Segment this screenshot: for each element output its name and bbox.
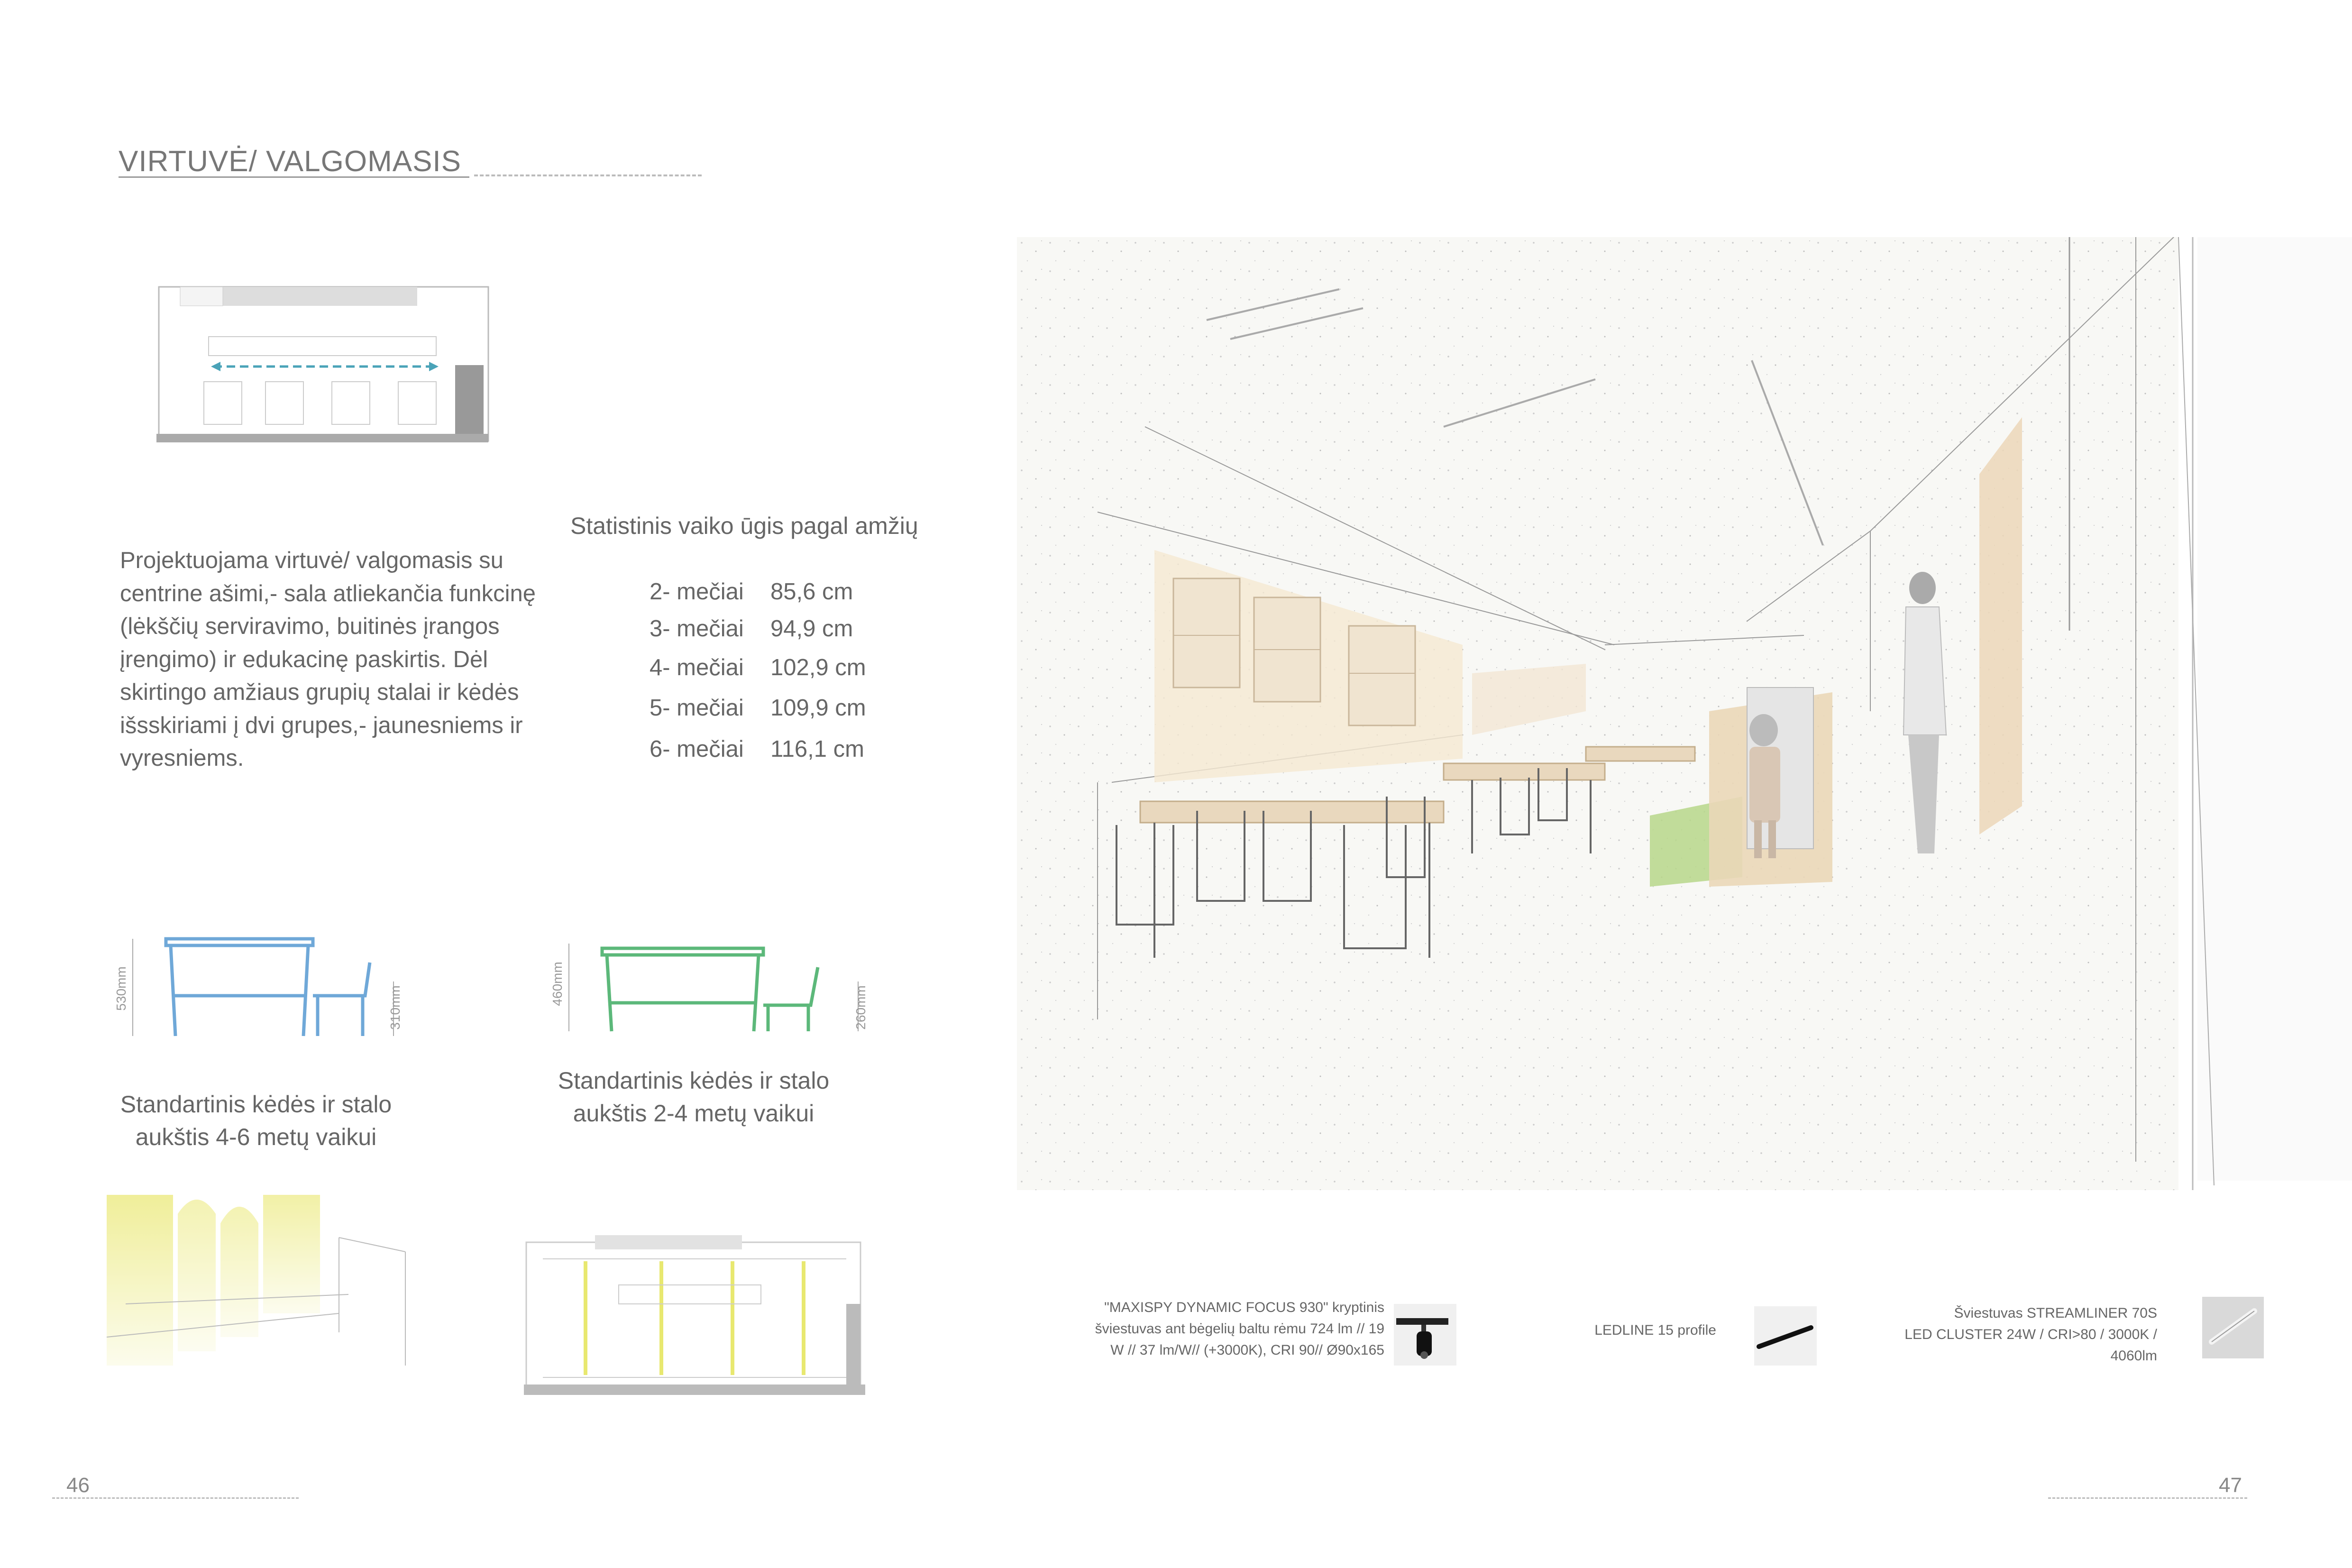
- page-number-right: 47: [2219, 1474, 2242, 1497]
- floor-plan-top: [156, 282, 503, 448]
- page-dash-right: [2048, 1497, 2247, 1499]
- perspective-render: [1017, 237, 2352, 1190]
- lighting-section-sketch: [102, 1195, 410, 1375]
- furniture-drawing-younger: [545, 929, 887, 1043]
- lamp-desc-streamliner: Šviestuvas STREAMLINER 70S LED CLUSTER 24W / CRI>80 / 3000K / 4060lm: [1904, 1305, 2157, 1364]
- spotlight-icon: [1394, 1304, 1456, 1366]
- page-dash-left: [52, 1497, 299, 1499]
- lamp-image-streamliner: [2202, 1297, 2264, 1358]
- caption-older: Standartinis kėdės ir stalo aukštis 4-6 metų vaikui: [120, 1091, 392, 1150]
- linear-lamp-icon: [2202, 1297, 2264, 1358]
- title-dash-line: [474, 174, 702, 176]
- younger-table-height: 460mm: [550, 962, 565, 1006]
- older-table-height: 530mm: [114, 966, 128, 1011]
- section-title: VIRTUVĖ/ VALGOMASIS: [119, 145, 462, 178]
- description-text: Projektuojama virtuvė/ valgomasis su centrine ašimi,- sala atliekančia funkcinę (lėkščių serviravimo, buitinės įrangos įrengimo) ir edukacinę paskirtis. Dėl skirtingo amžiaus grupių stalai ir kėdės išsskiriami į dvi grupes,- jaunesniems ir vyresniems.: [120, 548, 536, 771]
- older-chair-height: 310mm: [388, 985, 403, 1030]
- title-underline: [119, 176, 469, 178]
- furniture-drawing-older: [114, 929, 427, 1043]
- lamp-desc-maxispy: "MAXISPY DYNAMIC FOCUS 930" kryptinis šviestuvas ant bėgelių baltu rėmu 724 lm // 19 W // 37 lm/W// (+3000K), CRI 90// Ø90x165: [1095, 1300, 1384, 1358]
- caption-younger: Standartinis kėdės ir stalo aukštis 2-4 metų vaikui: [558, 1067, 830, 1127]
- younger-chair-height: 260mm: [853, 985, 868, 1030]
- lamp-desc-ledline: LEDLINE 15 profile: [1594, 1322, 1716, 1338]
- stats-title: Statistinis vaiko ūgis pagal amžių: [570, 513, 918, 539]
- lighting-floor-plan: [524, 1233, 865, 1403]
- page-number-left: 46: [66, 1474, 90, 1497]
- lamp-image-maxispy: [1394, 1304, 1456, 1366]
